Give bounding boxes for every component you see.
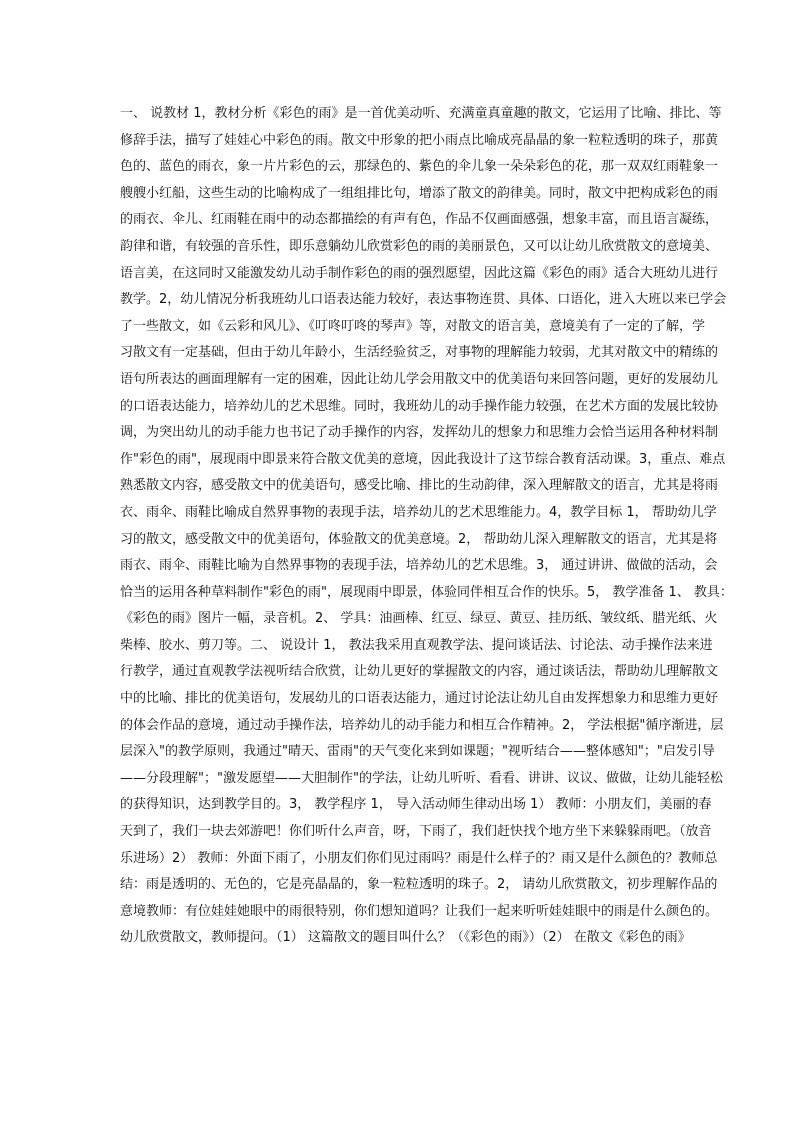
text-line: 的口语表达能力，培养幼儿的艺术思维。同时，我班幼儿的动手操作能力较强，在艺术方面的发展比较协 bbox=[120, 398, 719, 414]
text-line: 语句所表达的画面理解有一定的困难，因此让幼儿学会用散文中的优美语句来回答问题，更好的发展幼儿 bbox=[120, 371, 719, 387]
text-line: 教学。2，幼儿情况分析我班幼儿口语表达能力较好，表达事物连贯、具体、口语化，进入大班以来已学会 bbox=[120, 292, 727, 308]
text-line: 乐进场）2） 教师：外面下雨了，小朋友们你们见过雨吗？雨是什么样子的？雨又是什么颜色的？教师总 bbox=[120, 850, 718, 866]
text-line: 的获得知识，达到教学目的。3， 教学程序 1， 导入活动师生律动出场 1） 教师：小朋友们，美丽的春 bbox=[120, 797, 712, 813]
text-line: 了一些散文，如《云彩和风儿》、《叮咚叮咚的琴声》等，对散文的语言美，意境美有了一定的了解，学 bbox=[120, 318, 706, 334]
text-line: 作"彩色的雨"，展现雨中即景来符合散文优美的意境，因此我设计了这节综合教育活动课。3，重点、难点 bbox=[120, 451, 726, 467]
text-line: 意境教师：有位娃娃她眼中的雨很特别，你们想知道吗？让我们一起来听听娃娃眼中的雨是什么颜色的。 bbox=[120, 903, 719, 919]
text-line: 结：雨是透明的、无色的，它是亮晶晶的，象一粒粒透明的珠子。2， 请幼儿欣赏散文，初步理解作品的 bbox=[120, 877, 718, 893]
text-line: 雨衣、雨伞、雨鞋比喻为自然界事物的表现手法，培养幼儿的艺术思维。3， 通过讲讲、做做的活动，会 bbox=[120, 558, 718, 574]
text-line: 韵律和谐，有较强的音乐性，即乐意躺幼儿欣赏彩色的雨的美丽景色，又可以让幼儿欣赏散文的意境美、 bbox=[120, 238, 719, 254]
body-text bbox=[120, 101, 733, 952]
text-line: 《彩色的雨》图片一幅，录音机。2、 学具：油画棒、红豆、绿豆、黄豆、挂历纸、皱纹纸、腊光纸、火 bbox=[120, 611, 718, 627]
text-line: 语言美，在这同时又能激发幼儿动手制作彩色的雨的强烈愿望，因此这篇《彩色的雨》适合大班幼儿进行 bbox=[120, 265, 719, 281]
text-line: 行教学，通过直观教学法视听结合欣赏，让幼儿更好的掌握散文的内容，通过谈话法，帮助幼儿理解散文 bbox=[120, 664, 719, 680]
text-line: 习的散文，感受散文中的优美语句，体验散文的优美意境。2， 帮助幼儿深入理解散文的语言，尤其是将 bbox=[120, 531, 718, 547]
text-line: 的雨衣、伞儿、红雨鞋在雨中的动态都描绘的有声有色，作品不仅画面感强，想象丰富，而且语言凝练， bbox=[120, 212, 719, 228]
text-line: 恰当的运用各种草料制作"彩色的雨"，展现雨中即景，体验同伴相互合作的快乐。5， 教学准备 1、 教具： bbox=[120, 584, 733, 600]
text-line: 色的、蓝色的雨衣，象一片片彩色的云，那绿色的、紫色的伞儿象一朵朵彩色的花，那一双双红雨鞋象一 bbox=[120, 159, 719, 175]
text-line: 层深入"的教学原则，我通过"晴天、雷雨"的天气变化来到如课题；"视听结合——整体感知"；"启发引导 bbox=[120, 744, 715, 760]
text-line: 衣、雨伞、雨鞋比喻成自然界事物的表现手法，培养幼儿的艺术思维能力。4，教学目标 1， 帮助幼儿学 bbox=[120, 504, 717, 520]
text-line: 天到了，我们一块去郊游吧！你们听什么声音，呀，下雨了，我们赶快找个地方坐下来躲躲雨吧。（放音 bbox=[120, 824, 712, 840]
text-line: 幼儿欣赏散文，教师提问。（1） 这篇散文的题目叫什么？（《彩色的雨》）（2） 在散文《彩色的雨》 bbox=[120, 930, 691, 946]
text-line: 修辞手法，描写了娃娃心中彩色的雨。散文中形象的把小雨点比喻成亮晶晶的象一粒粒透明的珠子，那黄 bbox=[120, 132, 719, 148]
text-line: 熟悉散文内容，感受散文中的优美语句，感受比喻、排比的生动韵律，深入理解散文的语言，尤其是将雨 bbox=[120, 478, 719, 494]
text-line: 柴棒、胶水、剪刀等。二、 说设计 1， 教法我采用直观教学法、提问谈话法、讨论法、动手操作法来进 bbox=[120, 637, 713, 653]
text-line: 艘艘小红船，这些生动的比喻构成了一组组排比句，增添了散文的韵律美。同时，散文中把构成彩色的雨 bbox=[120, 185, 719, 201]
text-line: 中的比喻、排比的优美语句，发展幼儿的口语表达能力，通过讨论法让幼儿自由发挥想象力和思维力更好 bbox=[120, 691, 719, 707]
text-line: 调，为突出幼儿的动手能力也书记了动手操作的内容，发挥幼儿的想象力和思维力会恰当运用各种材料制 bbox=[120, 425, 719, 441]
text-line: 的体会作品的意境，通过动手操作法，培养幼儿的动手能力和相互合作精神。2， 学法根据"循序渐进，层 bbox=[120, 717, 724, 733]
text-line: 一、 说教材 1，教材分析《彩色的雨》是一首优美动听、充满童真童趣的散文，它运用了比喻、排比、等 bbox=[120, 106, 722, 121]
text-line: ——分段理解"；"激发愿望——大胆制作"的学法，让幼儿听听、看看、讲讲、议议、做做，让幼儿能轻松 bbox=[120, 770, 723, 786]
text-line: 习散文有一定基础，但由于幼儿年龄小，生活经验贫乏，对事物的理解能力较弱，尤其对散文中的精练的 bbox=[120, 345, 719, 361]
